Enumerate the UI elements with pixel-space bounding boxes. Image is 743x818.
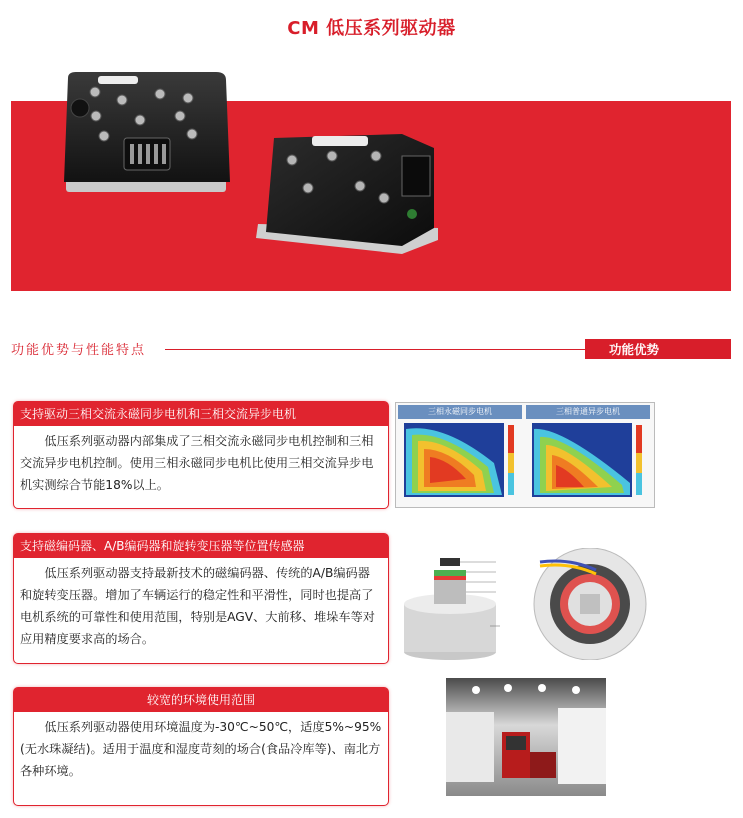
efficiency-map-figure [395, 402, 655, 508]
feature-heading: 支持磁编码器、A/B编码器和旋转变压器等位置传感器 [14, 534, 388, 558]
section-divider [165, 349, 585, 350]
feature-text: 低压系列驱动器支持最新技术的磁编码器、传统的A/B编码器和旋转变压器。增加了车辆运行的稳定性和平滑性，同时也提高了电机系统的可靠性和使用范围，特别是AGV、大前移、堆垛车等对应用精度要求高的场合。 [20, 566, 375, 646]
efficiency-map-left [404, 423, 518, 501]
section-label: 功能优势与性能特点 [11, 343, 147, 358]
feature-heading: 支持驱动三相交流永磁同步电机和三相交流异步电机 [14, 402, 388, 426]
section-tag [585, 339, 731, 359]
encoder-illustration [400, 548, 656, 660]
cold-storage-photo [446, 678, 606, 796]
feature-card-sensor-support [13, 533, 389, 664]
page-title: CM 低压系列驱动器 [287, 18, 456, 39]
efficiency-map-left-title: 三相永磁同步电机 [398, 405, 522, 419]
feature-card-environment [13, 687, 389, 806]
feature-text: 低压系列驱动器使用环境温度为-30℃~50℃，适度5%~95%(无水珠凝结)。适用于温度和湿度苛刻的场合(食品冷库等)、南北方各种环境。 [20, 720, 382, 778]
feature-text: 低压系列驱动器内部集成了三相交流永磁同步电机控制和三相交流异步电机控制。使用三相永磁同步电机比使用三相交流异步电机实测综合节能18%以上。 [20, 434, 374, 492]
efficiency-map-right-title: 三相普通异步电机 [526, 405, 650, 419]
section-tag-label: 功能优势 [595, 340, 673, 358]
controller-image-angled [252, 128, 442, 268]
efficiency-map-right [532, 423, 646, 501]
section-header [11, 339, 731, 359]
feature-heading: 较宽的环境使用范围 [14, 688, 388, 712]
feature-card-motor-support [13, 401, 389, 509]
controller-image-front [58, 70, 238, 198]
